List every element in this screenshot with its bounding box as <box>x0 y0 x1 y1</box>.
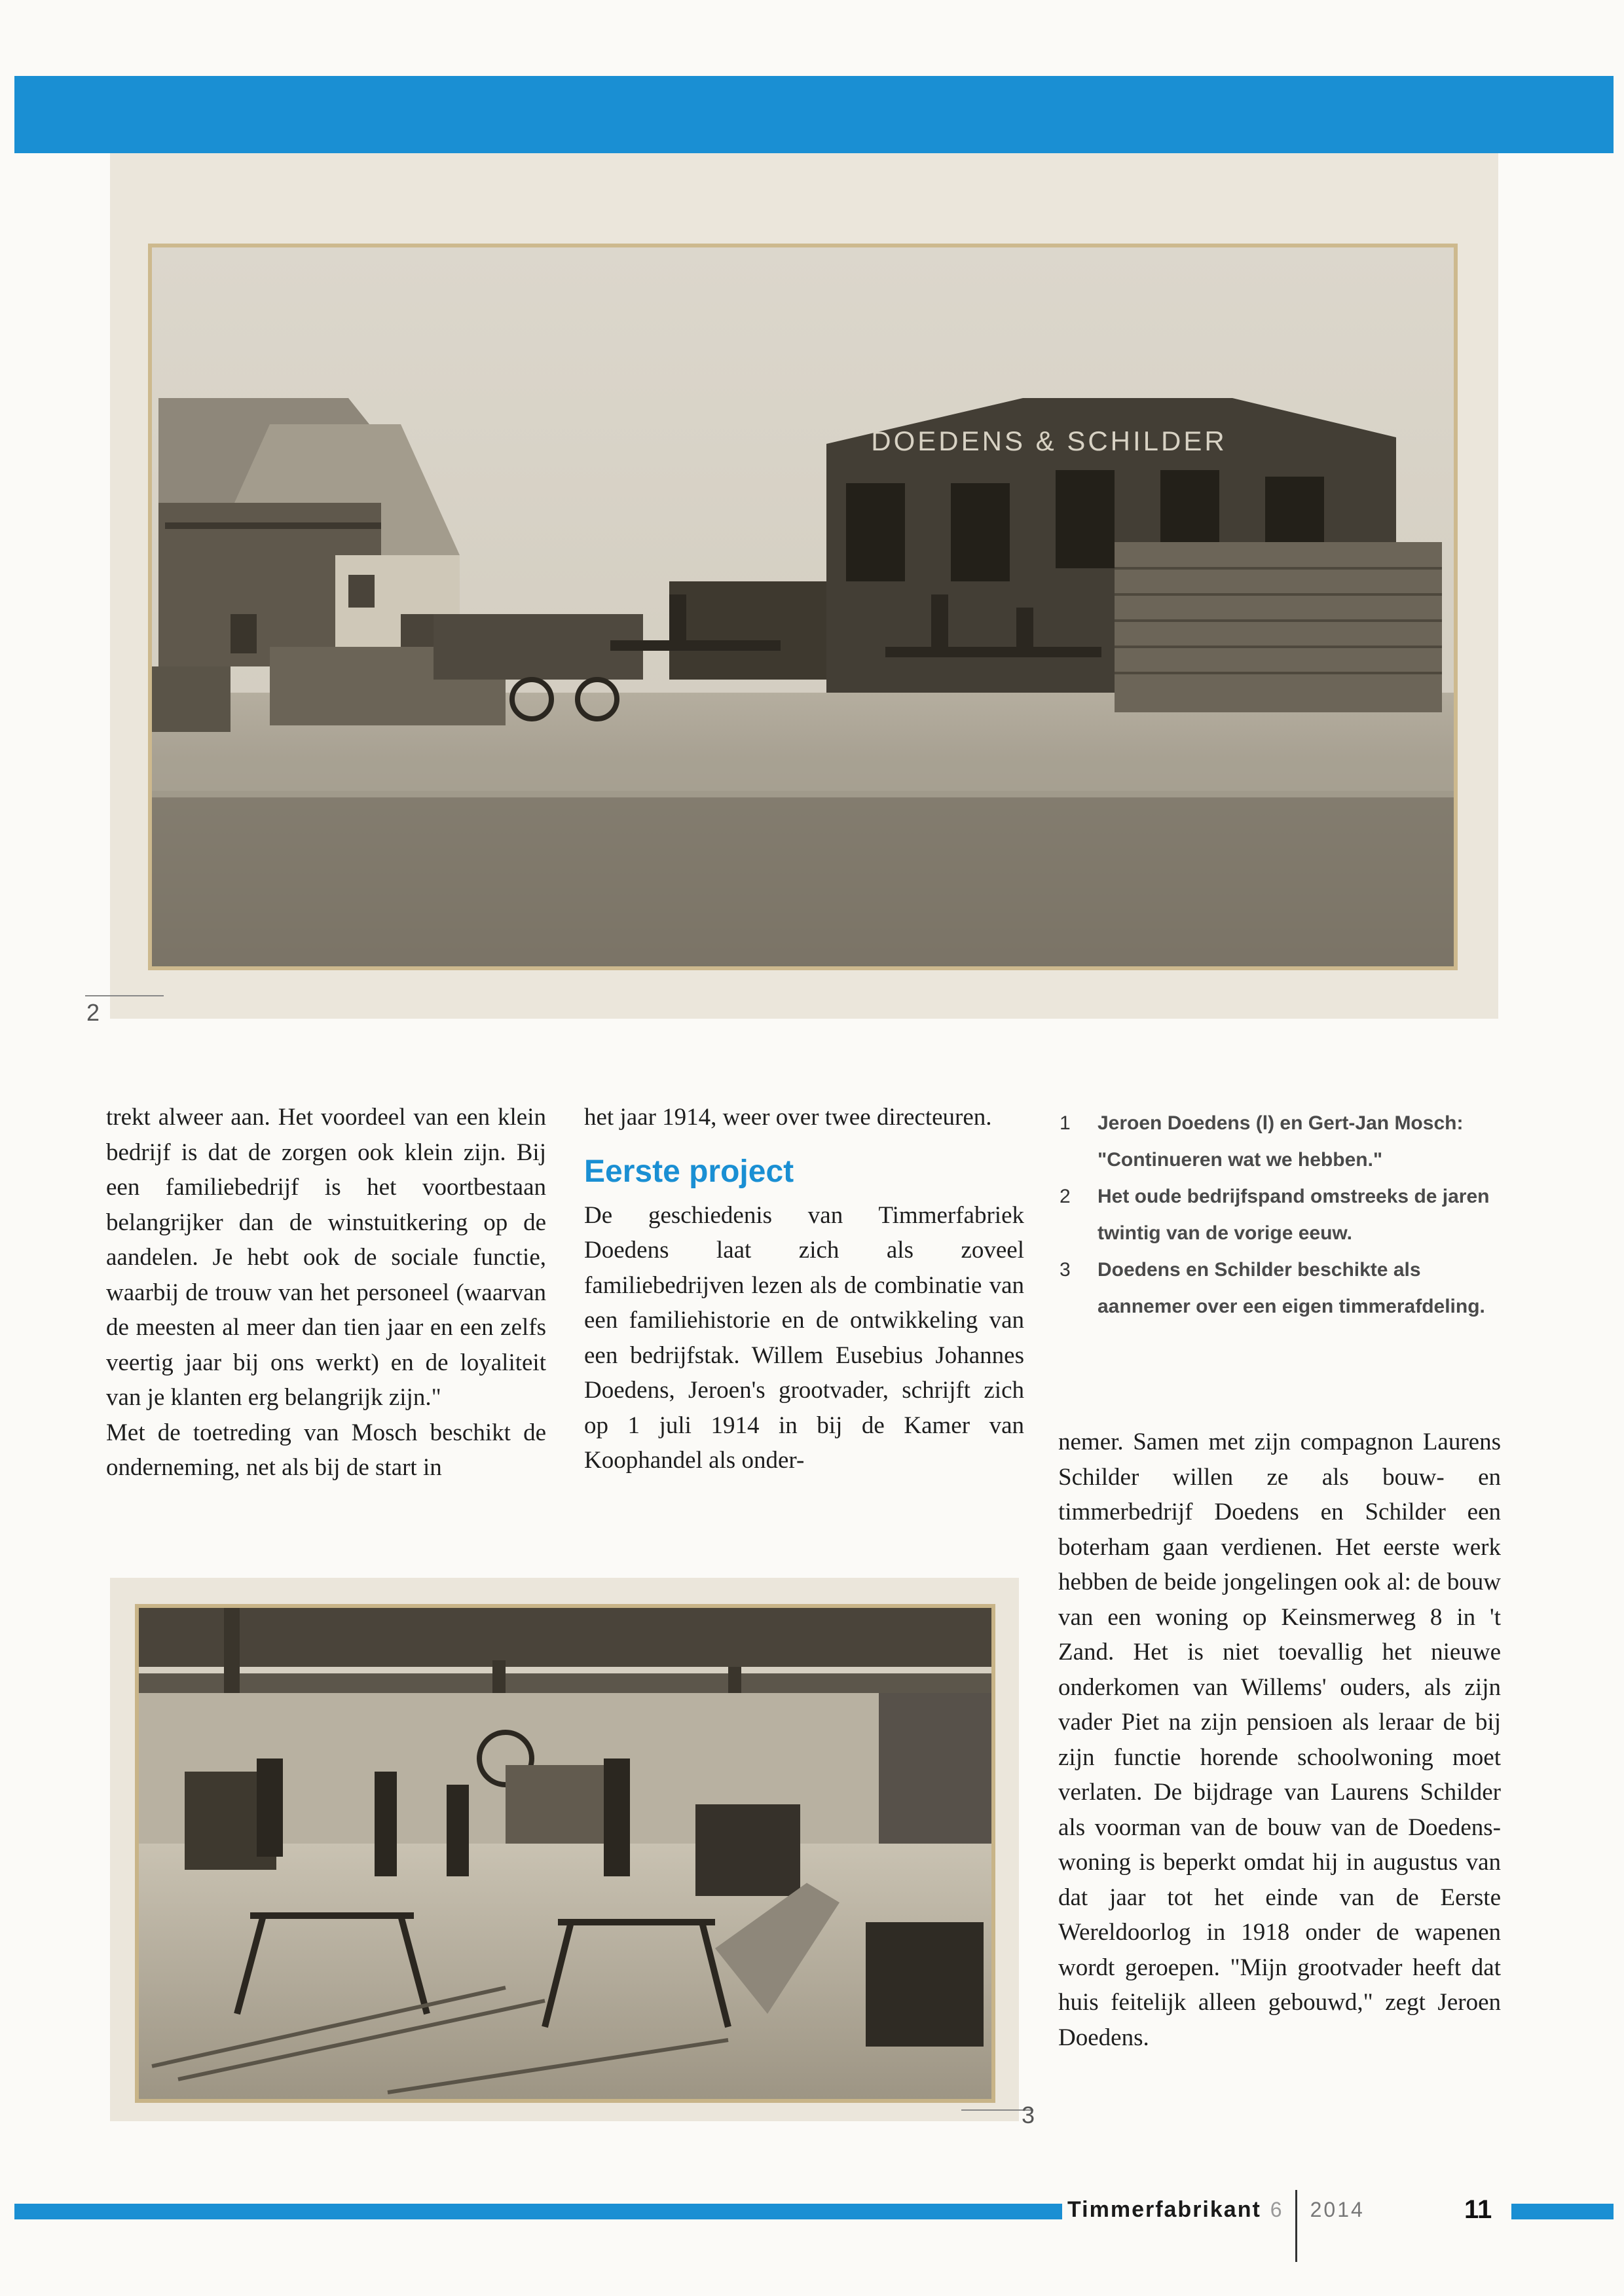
caption-text: Het oude bedrijfspand omstreeks de jaren twintig van de vorige eeuw. <box>1098 1186 1490 1244</box>
building-sign: DOEDENS & SCHILDER <box>871 426 1227 456</box>
footer-color-bar-right <box>1511 2204 1614 2219</box>
page-number: 11 <box>1464 2195 1492 2224</box>
column-1-paragraph-1: trekt alweer aan. Het voordeel van een klein bedrijf is dat de zorgen ook klein zijn. Bij een familiebedrijf is het voortbestaan belangrijker dan de winstuitkering op de aandelen. Je hebt ook de sociale functie, waarbij de trouw van het personeel (waarvan de meesten al meer dan tien jaar en een zelfs veertig jaar bij ons werkt) en de loyaliteit van je klanten erg belangrijk zijn." <box>106 1104 546 1411</box>
caption-number: 1 <box>1060 1112 1071 1134</box>
footer-color-bar-left <box>14 2204 1062 2219</box>
footer-masthead <box>1067 2190 1365 2229</box>
figure-3-number: 3 <box>1022 2102 1035 2128</box>
caption-item <box>1060 1105 1505 1178</box>
caption-number: 2 <box>1060 1186 1071 1207</box>
article-column-2 <box>584 1100 1024 1478</box>
footer-divider <box>1295 2190 1297 2262</box>
magazine-name: Timmerfabrikant <box>1067 2196 1261 2222</box>
article-column-1 <box>106 1100 546 1485</box>
caption-item <box>1060 1178 1505 1252</box>
column-2-paragraph-2: De geschiedenis van Timmerfabriek Doedens laat zich als zoveel familiebedrijven lezen als de combinatie van een familiehistorie en de ontwikkeling van een bedrijfstak. Willem Eusebius Johannes Doedens, Jeroen's grootvader, schrijft zich op 1 juli 1914 in bij de Kamer van Koophandel als onder- <box>584 1201 1024 1474</box>
photo-captions <box>1060 1105 1505 1325</box>
column-2-paragraph-1: het jaar 1914, weer over twee directeuren. <box>584 1104 992 1131</box>
column-3-paragraph-1: nemer. Samen met zijn compagnon Laurens Schilder willen ze als bouw- en timmerbedrijf Doedens en Schilder een boterham gaan verdienen. Het eerste werk hebben de beide jongelingen ook al: de bouw van een woning op Keinsmerweg 8 in 't Zand. Het is niet toevallig het nieuwe onderkomen van Willems' ouders, als zijn vader Piet na zijn pensioen als leraar de bij zijn functie horende schoolwoning moet verlaten. De bijdrage van Laurens Schilder als voorman van de bouw van de Doedens-woning is beperkt omdat hij in augustus van dat jaar tot het einde van de Eerste Wereldoorlog in 1918 onder de wapenen wordt geroepen. "Mijn grootvader heeft dat huis feitelijk alleen gebouwd," zegt Jeroen Doedens. <box>1058 1429 1501 2051</box>
workshop-photo <box>110 1578 1019 2121</box>
figure-2-number: 2 <box>86 999 100 1026</box>
caption-item <box>1060 1252 1505 1325</box>
workshop-photo-illustration <box>139 1608 991 2099</box>
column-1-paragraph-2: Met de toetreding van Mosch beschikt de onderneming, net als bij de start in <box>106 1419 546 1481</box>
issue-year: 2014 <box>1310 2197 1365 2221</box>
historic-building-photo <box>110 153 1498 1019</box>
article-column-3 <box>1058 1425 1501 2055</box>
caption-number: 3 <box>1060 1259 1071 1281</box>
caption-text: Doedens en Schilder beschikte als aannemer over een eigen timmerafdeling. <box>1098 1259 1485 1317</box>
top-color-bar <box>14 76 1614 153</box>
section-heading: Eerste project <box>584 1154 794 1189</box>
figure-2-rule <box>85 995 164 996</box>
building-photo-illustration <box>152 247 1454 966</box>
issue-number: 6 <box>1270 2197 1282 2221</box>
caption-text: Jeroen Doedens (l) en Gert-Jan Mosch: "Continueren wat we hebben." <box>1098 1112 1464 1171</box>
